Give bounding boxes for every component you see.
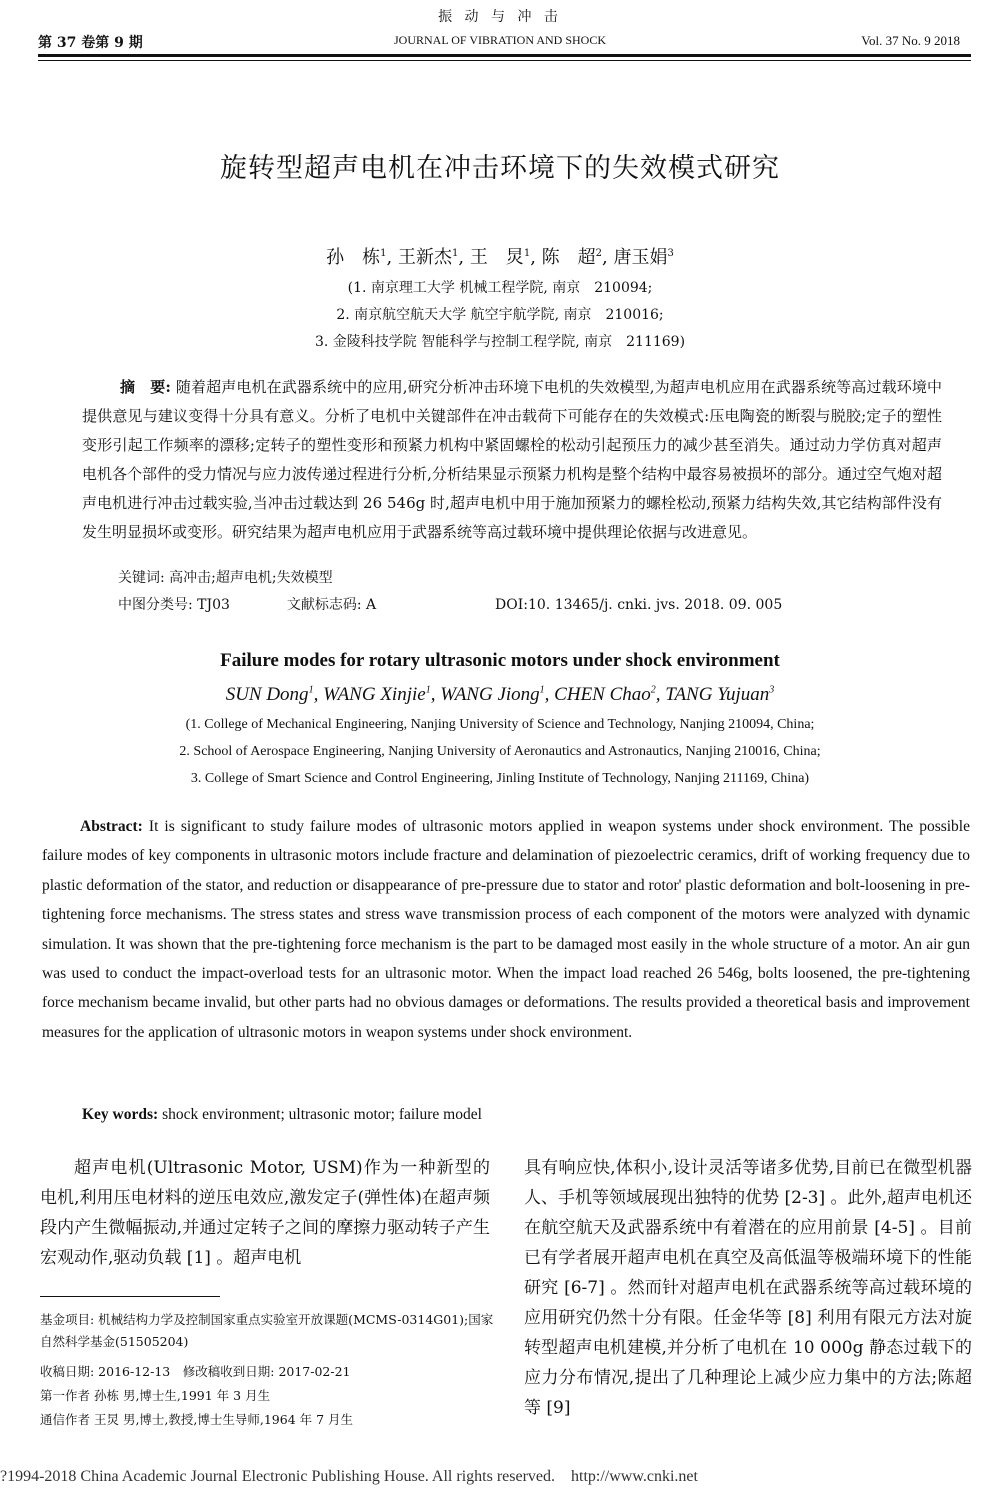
author-en: CHEN Chao: [554, 684, 651, 705]
volume-issue-en: Vol. 37 No. 9 2018: [861, 33, 960, 48]
affiliation-en-3: 3. College of Smart Science and Control Engineering, Jinling Institute of Technology, Nanjing 211169, China): [190, 771, 810, 786]
body-text-right: 具有响应快,体积小,设计灵活等诸多优势,目前已在微型机器人、手机等领域展现出独特的优势 [2-3] 。此外,超声电机还在航空航天及武器系统中有着潜在的应用前景 [4-5] 。目前已有学者展开超声电机在真空及高低温等极端环境下的性能研究 [6-7] 。然而针对超声电机在武器系统等高过载环境的应用研究仍然十分有限。任金华等 [8] 利用有限元方法对旋转型超声电机建模,并分析了电机在 10 000g 静态过载下的应力分布情况,提出了几种理论上减少应力集中的方法;陈超等 [9]: [524, 1158, 972, 1418]
abstract-en: [42, 812, 970, 1047]
author-list-en: SUN Dong$^1$, WANG Xinjie$^1$, WANG Jiong$^1$, CHEN Chao$^2$, TANG Yujuan$^3$: [225, 684, 775, 705]
keywords-cn: [118, 567, 333, 587]
paper-title-en: Failure modes for rotary ultrasonic motors under shock environment: [220, 650, 780, 671]
author-en: TANG Yujuan: [665, 684, 770, 705]
author-en: WANG Xinjie: [323, 684, 426, 705]
abstract-label-en: Abstract:: [80, 818, 143, 835]
affiliation-cn-2: 2. 南京航空航天大学 航空宇航学院, 南京 210016;: [336, 307, 664, 323]
keywords-label-cn: 关键词:: [118, 570, 165, 586]
footnote-rule: [40, 1296, 220, 1297]
affiliation-en-1: (1. College of Mechanical Engineering, Nanjing University of Science and Technology, Nanjing 210094, China;: [185, 717, 815, 732]
author-en: SUN Dong: [225, 684, 309, 705]
body-text-left: 超声电机(Ultrasonic Motor, USM)作为一种新型的电机,利用压电材料的逆压电效应,激发定子(弹性体)在超声频段内产生微幅振动,并通过定转子之间的摩擦力驱动转子产生宏观动作,驱动负载 [1] 。超声电机: [40, 1158, 490, 1268]
affiliation-cn-1: (1. 南京理工大学 机械工程学院, 南京 210094;: [347, 280, 653, 296]
header-rule-thick: [38, 54, 971, 57]
classification-line: [118, 594, 878, 614]
author-cn: 孙 栋: [326, 247, 381, 268]
clc-value: TJ03: [197, 597, 230, 613]
volume-issue-cn: 第 37 卷第 9 期: [38, 35, 143, 51]
footnote-first-author: 第一作者 孙栋 男,博士生,1991 年 3 月生: [40, 1388, 271, 1403]
keywords-text-en: shock environment; ultrasonic motor; failure model: [162, 1106, 482, 1123]
abstract-text-cn: 随着超声电机在武器系统中的应用,研究分析冲击环境下电机的失效模型,为超声电机应用在武器系统等高过载环境中提供意见与建议变得十分具有意义。分析了电机中关键部件在冲击载荷下可能存在的失效模式:压电陶瓷的断裂与脱胶;定子的塑性变形引起工作频率的漂移;定转子的塑性变形和预紧力机构中紧固螺栓的松动引起预压力的减少甚至消失。通过动力学仿真对超声电机各个部件的受力情况与应力波传递过程进行分析,分析结果显示预紧力机构是整个结构中最容易被损坏的部分。通过空气炮对超声电机进行冲击过载实验,当冲击过载达到 26 546g 时,超声电机中用于施加预紧力的螺栓松动,预紧力结构失效,其它结构部件没有发生明显损坏或变形。研究结果为超声电机应用于武器系统等高过载环境中提供理论依据与改进意见。: [82, 378, 942, 541]
author-mark: 1: [451, 248, 459, 259]
author-en: WANG Jiong: [440, 684, 540, 705]
journal-name-cn: 振 动 与 冲 击: [438, 9, 562, 25]
doc-code-value: A: [366, 597, 377, 613]
author-mark: 1: [539, 684, 545, 696]
author-cn: 王新杰: [397, 247, 452, 268]
author-mark: 3: [667, 248, 674, 259]
clc-label: 中图分类号:: [118, 597, 193, 613]
author-cn: 唐玉娟: [613, 247, 668, 268]
journal-name-en: JOURNAL OF VIBRATION AND SHOCK: [393, 33, 607, 47]
doi: DOI:10. 13465/j. cnki. jvs. 2018. 09. 005: [495, 597, 783, 613]
author-mark: 1: [380, 248, 387, 259]
author-mark: 2: [595, 248, 603, 259]
author-mark: 1: [425, 684, 431, 696]
paper-title-cn: 旋转型超声电机在冲击环境下的失效模式研究: [220, 153, 780, 184]
footnote-corresponding-author: 通信作者 王炅 男,博士,教授,博士生导师,1964 年 7 月生: [40, 1412, 354, 1427]
author-cn: 王 炅: [469, 247, 524, 268]
keywords-text-cn: 高冲击;超声电机;失效模型: [169, 570, 333, 586]
abstract-cn: [82, 373, 942, 547]
author-mark: 1: [308, 684, 314, 696]
footnote-dates: 收稿日期: 2016-12-13 修改稿收到日期: 2017-02-21: [40, 1364, 351, 1379]
doc-code-label: 文献标志码:: [286, 597, 362, 613]
keywords-en: [82, 1106, 482, 1124]
keywords-label-en: Key words:: [82, 1106, 159, 1123]
header-rule-thin: [38, 60, 971, 61]
author-cn: 陈 超: [541, 247, 596, 268]
copyright-footer: ?1994-2018 China Academic Journal Electronic Publishing House. All rights reserved. http://www.cnki.net: [0, 1468, 698, 1485]
abstract-label-cn: 摘 要:: [120, 378, 171, 396]
affiliation-en-2: 2. School of Aerospace Engineering, Nanjing University of Aeronautics and Astronautics, Nanjing 210016, China;: [179, 744, 821, 759]
author-mark: 2: [650, 684, 656, 696]
author-mark: 1: [523, 248, 531, 259]
author-list-cn: 孙 栋$^1$, 王新杰$^1$, 王 炅$^1$, 陈 超$^2$, 唐玉娟$^3$: [326, 247, 674, 268]
affiliation-cn-3: 3. 金陵科技学院 智能科学与控制工程学院, 南京 211169): [314, 334, 686, 350]
abstract-text-en: It is significant to study failure modes of ultrasonic motors applied in weapon systems under shock environment. The possible failure modes of key components in ultrasonic motors include fracture and delamination of piezoelectric ceramics, drift of working frequency due to plastic deformation of the stator, and reduction or disappearance of pre-pressure due to stator and rotor' plastic deformation and bolt-loosening in pre-tightening force mechanisms. The stress states and stress wave transmission process of each component of the motors were analyzed with dynamic simulation. It was shown that the pre-tightening force mechanism is the part to be damaged most easily in the whole structure of a motor. An air gun was used to conduct the impact-overload tests for an ultrasonic motor. When the impact load reached 26 546g, bolts loosened, the pre-tightening force mechanism became invalid, but other parts had no obvious damages or deformations. The results provided a theoretical basis and improvement measures for the application of ultrasonic motors in weapon systems under shock environment.: [42, 818, 970, 1041]
author-mark: 3: [769, 684, 775, 696]
footnote-funding: 基金项目: 机械结构力学及控制国家重点实验室开放课题(MCMS-0314G01);国家自然科学基金(51505204): [40, 1312, 494, 1349]
